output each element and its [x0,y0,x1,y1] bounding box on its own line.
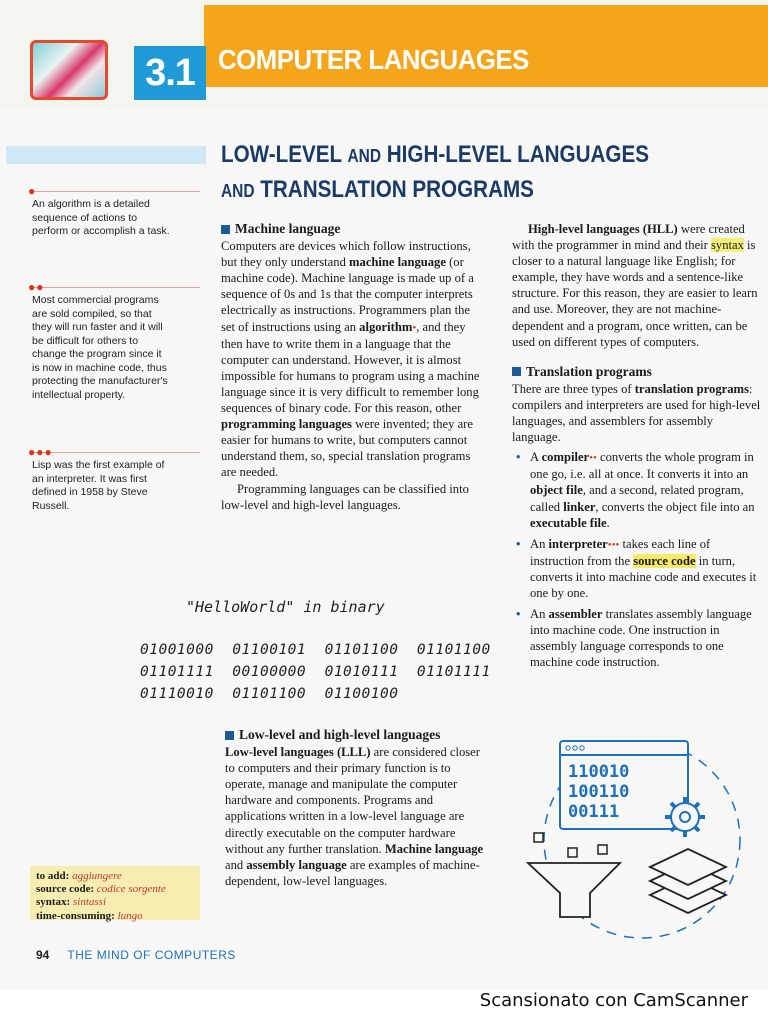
binary-line: 100110 [568,782,630,802]
glossary-entry: time-consuming: lungo [36,909,143,922]
list-item-compiler: • A compiler•• converts the whole program in one go, i.e. all at once. It converts it into an object file, and a second, related program, called linker, converts the object file into an executable file. [512,449,764,530]
list-item-interpreter: • An interpreter••• takes each line of instruction from the source code in turn, converts it into machine code and executes it one by one. [512,536,764,601]
translation-intro: There are three types of translation programs: compilers and interpreters are used for high-level languages, and assemblers for assembly language. [512,381,761,445]
square-bullet-icon [512,367,521,376]
scanner-watermark: Scansionato con CamScanner [479,990,748,1011]
translation-programs-heading: Translation programs [512,364,764,380]
handwritten-binary-row: 01001000 01100101 01101100 01101100 [140,642,491,658]
glossary-entry: source code: codice sorgente [36,883,166,896]
page-footer [36,948,236,962]
section-title: LOW-LEVEL AND HIGH-LEVEL LANGUAGES AND TRANSLATION PROGRAMS [221,141,649,203]
chapter-thumbnail-image [30,40,108,100]
glossary-entry: to add: aggiungere [36,870,122,882]
note-marker-icon: ●●● [28,445,53,459]
chapter-number-tab [134,46,206,100]
right-column [512,221,764,675]
square-bullet-icon [221,225,230,234]
machine-language-section [221,221,481,513]
gear-icon [665,797,705,837]
funnel-icon [528,863,620,917]
margin-strip [6,146,206,164]
layers-icon [650,849,726,913]
classification-paragraph: Programming languages can be classified into low-level and high-level languages. [221,481,469,512]
handwritten-binary-row: 01101111 00100000 01010111 01101111 [140,664,491,680]
machine-language-heading: Machine language [221,221,481,237]
low-high-level-heading: Low-level and high-level languages [225,727,485,743]
binary-line: 00111 [568,802,620,822]
glossary-entry: syntax: sintassi [36,896,106,909]
binary-line: 110010 [568,762,630,782]
side-note-compiled: ●● Most commercial programs are sold compiled, so that they will run faster and it will be difficult for others to change the program since it is now in machine code, thus protecting the manufacturer's intellectual property. [32,294,172,402]
machine-language-paragraph: Computers are devices which follow instructions, but they only understand machine language (or machine code). Machine language is made up of a sequence of 0s and 1s that the computer interprets electrically as instructions. Programmers plan the set of instructions using an algorithm•, and they then have to write them in a language that the computer can understand. However, it is almost impossible for humans to program using a machine language since it is very difficult to remember long sequences of binary code. For this reason, other programming languages were invented; they are easier for humans to write, but computers cannot understand them, so, special translation programs are needed. [221,239,480,480]
chapter-title: COMPUTER LANGUAGES [218,44,529,75]
page-number: 94 [36,948,50,962]
low-high-level-section [225,727,485,889]
handwritten-title: "HelloWorld" in binary [186,598,385,616]
side-note-algorithm: ● An algorithm is a detailed sequence of actions to perform or accomplish a task. [32,198,172,239]
code-funnel-illustration [520,735,765,945]
translator-list [512,449,764,670]
chapter-number: 3.1 [145,51,195,94]
low-level-paragraph: Low-level languages (LLL) are considered closer to computers and their primary function is to operate, manage and manipulate the computer hardware and components. Programs and applications written in a low-level language are directly executable on the computer hardware without any further translation. Machine language and assembly language are examples of machine-dependent, low-level languages. [225,745,484,888]
side-note-lisp: ●●● Lisp was the first example of an interpreter. It was first defined in 1958 by Steve Russell. [32,459,176,513]
note-marker-icon: ● [28,184,37,198]
list-item-assembler: • An assembler translates assembly language into machine code. One instruction in assembly language corresponds to one machine code instruction. [512,606,764,670]
square-bullet-icon [225,731,234,740]
handwritten-binary-row: 01110010 01101100 01100100 [140,686,399,702]
high-level-paragraph: High-level languages (HLL) were created with the programmer in mind and their syntax is closer to a natural language like English; for example, they have words and a sentence-like structure. For this reason, they are easier to learn and use. Moreover, they are not machine-dependent and a program, once written, can be used on different types of computers. [512,222,758,349]
note-marker-icon: ●● [28,280,45,294]
glossary-box [30,866,200,920]
book-title: THE MIND OF COMPUTERS [67,948,236,962]
